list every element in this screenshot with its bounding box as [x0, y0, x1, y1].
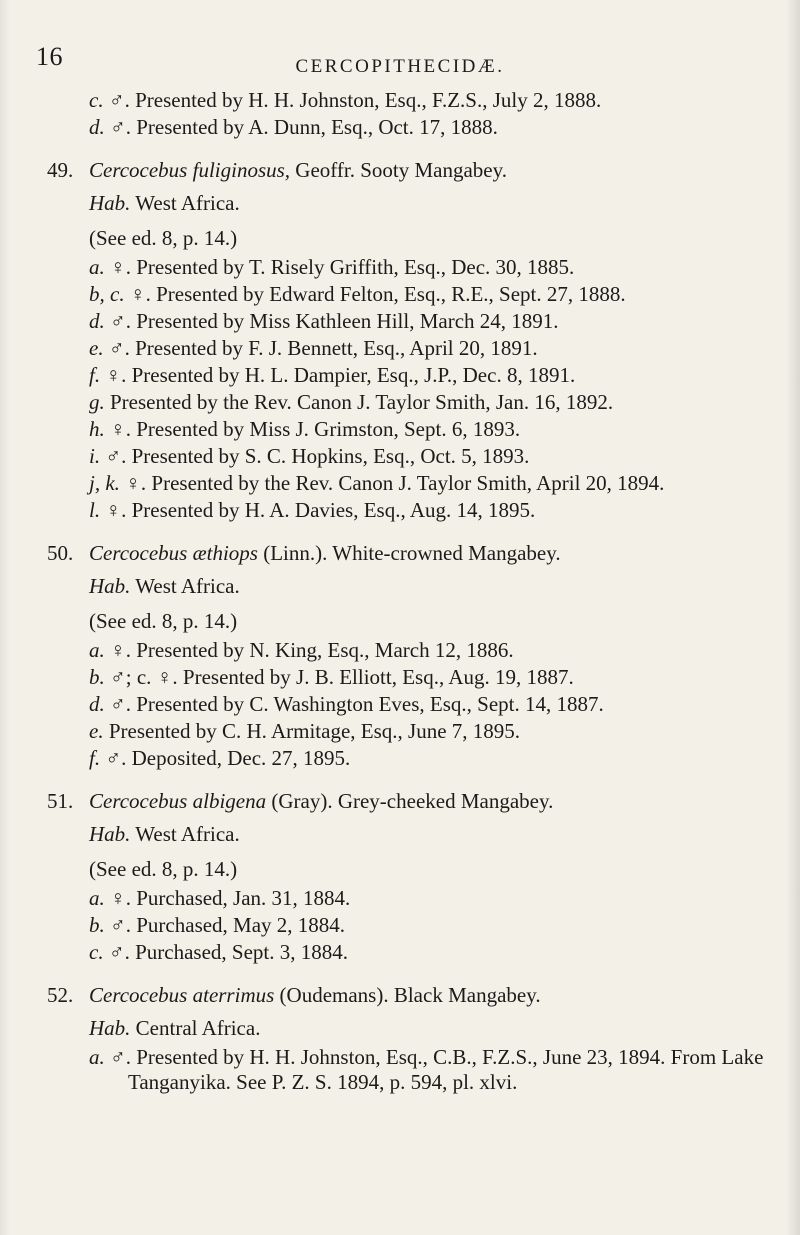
specimen-letter: e. [89, 719, 104, 743]
specimen-letter: h. [89, 417, 105, 441]
habitat-value: West Africa. [135, 191, 240, 215]
specimen-sex: ♂. [110, 309, 131, 333]
specimen-entry [89, 746, 800, 771]
specimen-letter: i. [89, 444, 101, 468]
see-reference: (See ed. 8, p. 14.) [89, 857, 238, 881]
continued-entries [0, 88, 800, 140]
habitat-value: West Africa. [135, 822, 240, 846]
species-52 [0, 983, 800, 1095]
specimen-entry [89, 336, 800, 361]
specimen-sex: ♂. [110, 1045, 131, 1069]
species-common-name: Black Mangabey. [393, 983, 541, 1007]
specimen-text: Presented by Miss J. Grimston, Sept. 6, 1893. [136, 417, 521, 441]
species-number: 51. [47, 789, 74, 813]
specimen-sex: ♀. [110, 886, 131, 910]
specimen-text: Purchased, Sept. 3, 1884. [135, 940, 348, 964]
habitat [89, 1016, 800, 1041]
specimen-text: Presented by F. J. Bennett, Esq., April 20, 1891. [135, 336, 538, 360]
specimen-text: Presented by C. H. Armitage, Esq., June 7, 1895. [108, 719, 521, 743]
specimen-sex: ♂. [110, 692, 131, 716]
specimen-entry [89, 417, 800, 442]
specimen-letter: l. [89, 498, 101, 522]
species-number: 50. [47, 541, 74, 565]
species-title [89, 158, 800, 183]
specimen-text: Presented by the Rev. Canon J. Taylor Smith, Jan. 16, 1892. [110, 390, 614, 414]
specimen-sex: ♂. [105, 746, 127, 770]
specimen-letter: d. [89, 692, 105, 716]
habitat-label: Hab. [89, 1016, 131, 1040]
species-name: Cercocebus fuliginosus, [89, 158, 291, 182]
specimen-sex: ♀. [105, 363, 127, 387]
specimen-entry [89, 115, 800, 140]
specimen-sex: ♀. [129, 282, 151, 306]
specimen-entry [89, 88, 800, 113]
species-number: 52. [47, 983, 74, 1007]
specimen-text: Presented by H. H. Johnston, Esq., F.Z.S., July 2, 1888. [135, 88, 602, 112]
specimen-letter: d. [89, 309, 105, 333]
specimen-entry [89, 913, 800, 938]
specimen-text: Presented by A. Dunn, Esq., Oct. 17, 1888. [136, 115, 498, 139]
specimen-text: Presented by Miss Kathleen Hill, March 24, 1891. [136, 309, 559, 333]
specimen-text: Presented by S. C. Hopkins, Esq., Oct. 5, 1893. [131, 444, 530, 468]
specimen-list [0, 255, 800, 523]
specimen-text: Presented by N. King, Esq., March 12, 1886. [136, 638, 514, 662]
specimen-entry [89, 444, 800, 469]
specimen-text: Purchased, Jan. 31, 1884. [136, 886, 351, 910]
species-51 [0, 789, 800, 965]
specimen-entry [89, 692, 800, 717]
specimen-text: Presented by J. B. Elliott, Esq., Aug. 19, 1887. [182, 665, 574, 689]
specimen-entry [89, 1045, 800, 1095]
habitat-label: Hab. [89, 191, 131, 215]
specimen-letter: a. [89, 886, 105, 910]
specimen-letter: b. [89, 913, 105, 937]
specimen-sex: ♂. [110, 115, 131, 139]
specimen-sex: ♂; c. ♀. [110, 665, 178, 689]
specimen-letter: d. [89, 115, 105, 139]
species-number: 49. [47, 158, 74, 182]
specimen-entry [89, 363, 800, 388]
specimen-sex: ♀. [110, 638, 131, 662]
habitat-label: Hab. [89, 574, 131, 598]
species-49 [0, 158, 800, 523]
specimen-text: Purchased, May 2, 1884. [136, 913, 346, 937]
species-common-name: White-crowned Mangabey. [332, 541, 561, 565]
specimen-text: Presented by H. A. Davies, Esq., Aug. 14, 1895. [131, 498, 536, 522]
habitat [89, 191, 800, 216]
specimen-entry [89, 309, 800, 334]
specimen-text: Presented by H. H. Johnston, Esq., C.B., F.Z.S., June 23, 1894. From Lake Tanganyika. See P. Z. S. 1894, p. 594, pl. xlvi. [128, 1045, 764, 1094]
specimen-entry [89, 719, 800, 744]
species-title [89, 983, 800, 1008]
species-authority: (Linn.). [263, 541, 328, 565]
habitat-label: Hab. [89, 822, 131, 846]
running-head: CERCOPITHECIDÆ. [295, 56, 505, 77]
species-50 [0, 541, 800, 771]
specimen-text: Presented by Edward Felton, Esq., R.E., Sept. 27, 1888. [156, 282, 626, 306]
specimen-letter: f. [89, 746, 101, 770]
specimen-text: Deposited, Dec. 27, 1895. [131, 746, 351, 770]
see-reference: (See ed. 8, p. 14.) [89, 609, 238, 633]
specimen-sex: ♀. [105, 498, 127, 522]
specimen-entry [89, 471, 800, 496]
specimen-letter: f. [89, 363, 101, 387]
specimen-list [0, 638, 800, 771]
specimen-letter: b. [89, 665, 105, 689]
specimen-letter: a. [89, 638, 105, 662]
species-title [89, 789, 800, 814]
specimen-entry [89, 940, 800, 965]
specimen-entry [89, 498, 800, 523]
specimen-sex: ♂. [105, 444, 127, 468]
specimen-letter: g. [89, 390, 105, 414]
page-number: 16 [36, 42, 63, 71]
specimen-sex: ♂. [108, 336, 130, 360]
specimen-entry [89, 390, 800, 415]
specimen-text: Presented by H. L. Dampier, Esq., J.P., Dec. 8, 1891. [131, 363, 576, 387]
specimen-sex: ♀. [110, 417, 131, 441]
species-name: Cercocebus aterrimus [89, 983, 275, 1007]
specimen-sex: ♂. [108, 940, 130, 964]
species-name: Cercocebus æthiops [89, 541, 258, 565]
habitat-value: Central Africa. [135, 1016, 261, 1040]
specimen-entry [89, 638, 800, 663]
specimen-entry [89, 665, 800, 690]
specimen-sex: ♂. [108, 88, 130, 112]
specimen-letter: a. [89, 1045, 105, 1069]
specimen-letter: e. [89, 336, 104, 360]
species-common-name: Sooty Mangabey. [360, 158, 508, 182]
species-name: Cercocebus albigena [89, 789, 267, 813]
species-authority: (Gray). [271, 789, 333, 813]
specimen-entry [89, 255, 800, 280]
habitat [89, 822, 800, 847]
species-authority: (Oudemans). [279, 983, 389, 1007]
habitat [89, 574, 800, 599]
specimen-letter: c. [89, 88, 104, 112]
see-reference: (See ed. 8, p. 14.) [89, 226, 238, 250]
specimen-letter: j, k. [89, 471, 120, 495]
species-authority: Geoffr. [295, 158, 355, 182]
specimen-text: Presented by the Rev. Canon J. Taylor Smith, April 20, 1894. [151, 471, 665, 495]
specimen-letter: b, c. [89, 282, 125, 306]
specimen-text: Presented by C. Washington Eves, Esq., Sept. 14, 1887. [136, 692, 604, 716]
specimen-sex: ♂. [110, 913, 131, 937]
species-common-name: Grey-cheeked Mangabey. [337, 789, 554, 813]
habitat-value: West Africa. [135, 574, 240, 598]
specimen-text: Presented by T. Risely Griffith, Esq., Dec. 30, 1885. [136, 255, 575, 279]
specimen-list [0, 886, 800, 965]
species-title [89, 541, 800, 566]
specimen-letter: a. [89, 255, 105, 279]
specimen-list [0, 1045, 800, 1095]
page-content [0, 78, 800, 1095]
specimen-entry [89, 886, 800, 911]
specimen-letter: c. [89, 940, 104, 964]
specimen-entry [89, 282, 800, 307]
specimen-sex: ♀. [110, 255, 131, 279]
specimen-sex: ♀. [125, 471, 147, 495]
